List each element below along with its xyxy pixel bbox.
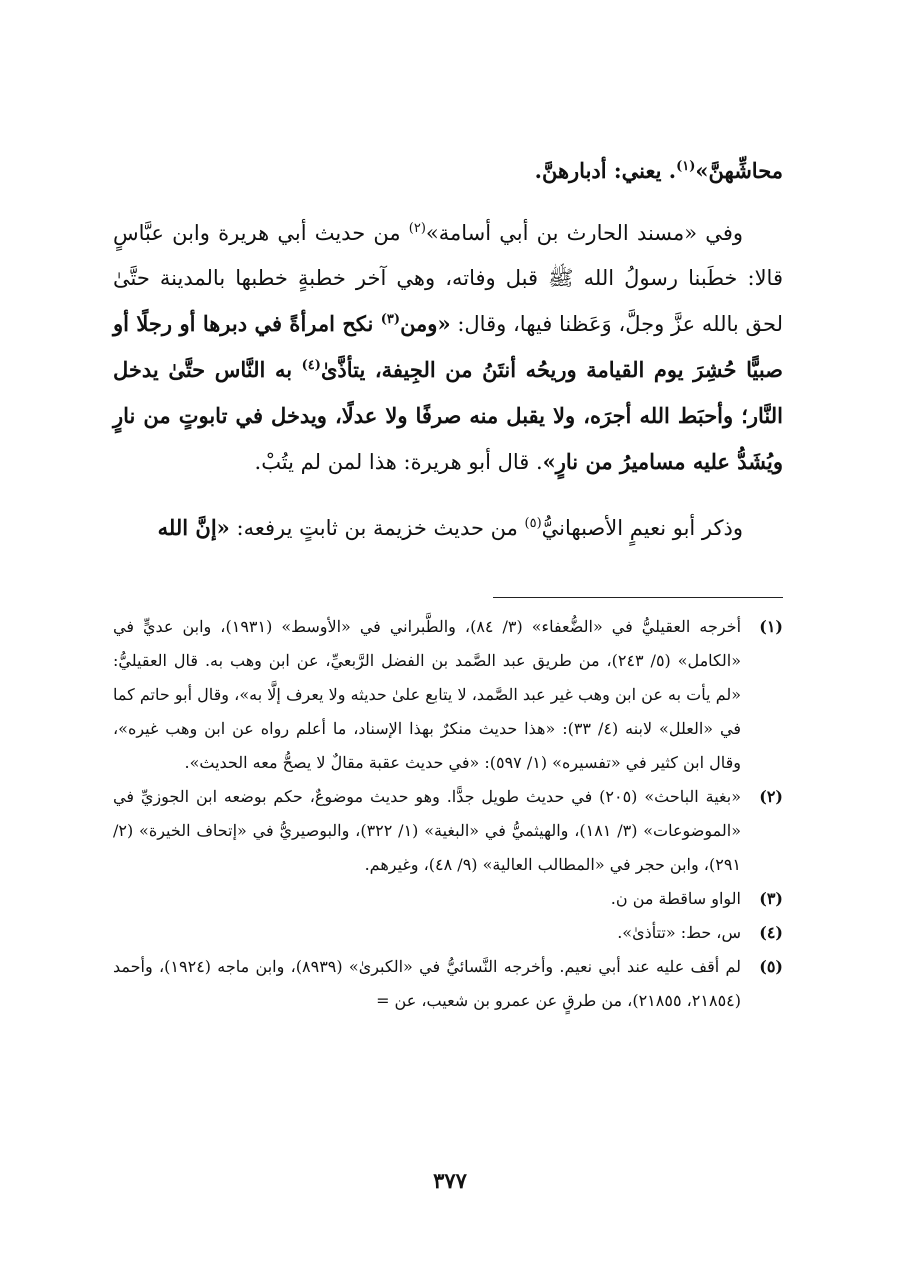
para2-text-a: وفي «مسند الحارث بن أبي أسامة»: [425, 221, 743, 245]
footnote-text: «بغية الباحث» (٢٠٥) في حديث طويل جدًّا. وهو حديث موضوعٌ، حكم بوضعه ابن الجوزيِّ في «الموضوعات» (٣/ ١٨١)، والهيثميُّ في «البغية» (١/ ٣٢٢)، والبوصيريُّ في «إتحاف الخيرة» (٢/ ٢٩١)، وابن حجر في «المطالب العالية» (٩/ ٤٨)، وغيرهم.: [113, 787, 742, 874]
footnote-number: (٣): [759, 889, 783, 908]
para3-bold: «إنَّ الله: [157, 515, 230, 540]
footnote-number: (٤): [759, 923, 783, 942]
para2-bold-1: «ومن: [400, 311, 451, 336]
footnote-3: [113, 882, 783, 916]
para2-text-c: . قال أبو هريرة: هذا لمن لم يتُبْ.: [254, 450, 543, 474]
footnote-ref-4: (٤): [301, 358, 321, 373]
footnote-text: س، حط: «تتأذىٰ».: [617, 923, 741, 942]
footnote-ref-3: (٣): [380, 312, 401, 327]
footnote-ref-1: (١): [676, 159, 696, 174]
main-text: [113, 148, 783, 551]
paragraph-abu-nuaym: [113, 505, 783, 551]
footnote-text: لم أقف عليه عند أبي نعيم. وأخرجه النَّسائيُّ في «الكبرىٰ» (٨٩٣٩)، وابن ماجه (١٩٢٤)، وأحمد (٢١٨٥٤، ٢١٨٥٥)، من طرقٍ عن عمرو بن شعيب، عن =: [113, 957, 742, 1010]
footnote-4: [113, 916, 783, 950]
footnote-ref-2: (٢): [408, 221, 426, 236]
footnote-2: [113, 780, 783, 882]
footnote-1: [113, 610, 783, 780]
footnote-number: (٢): [759, 787, 783, 806]
footnote-text: الواو ساقطة من ن.: [610, 889, 741, 908]
paragraph-hadith-khutba: [113, 211, 783, 485]
lead-text: محاشِّهنَّ»: [695, 158, 783, 183]
footnote-ref-5: (٥): [524, 516, 542, 531]
lead-line: [113, 148, 783, 193]
para3-text-b: من حديث خزيمة بن ثابتٍ يرفعه:: [229, 516, 525, 540]
footnote-divider: [493, 597, 783, 598]
footnote-5: [113, 950, 783, 1018]
footnote-number: (١): [759, 617, 783, 636]
para2-bold-3: به النَّاس حتَّىٰ يدخل النَّار؛ وأحبَط الله أجرَه، ولا يقبل منه صرفًا ولا عدلًا، ويدخل في تابوتٍ من نارٍ ويُشَدُّ عليه مساميرُ من نارٍ»: [113, 357, 783, 474]
footnote-text: أخرجه العقيليُّ في «الضُّعفاء» (٣/ ٨٤)، والطَّبراني في «الأوسط» (١٩٣١)، وابن عديٍّ في «الكامل» (٥/ ٢٤٣)، من طريق عبد الصَّمد بن الفضل الرَّبعيِّ، عن ابن وهب به. قال العقيليُّ: «لم يأت به عن ابن وهب غير عبد الصَّمد، لا يتابع علىٰ حديثه ولا يعرف إلَّا به»، وقال أبو حاتم كما في «العلل» لابنه (٤/ ٣٣): «هذا حديث منكرٌ بهذا الإسناد، ما أعلم رواه عن ابن وهب غيره»، وقال ابن كثير في «تفسيره» (١/ ٥٩٧): «في حديث عقبة مقالٌ لا يصحُّ معه الحديث».: [113, 617, 742, 772]
para2-text-b: من حديث أبي هريرة وابن عبَّاسٍ قالا: خطَبنا رسولُ الله ﷺ قبل وفاته، وهي آخر خطبةٍ خطبها بالمدينة حتَّىٰ لحق بالله عزَّ وجلَّ، وَعَظنا فيها، وقال:: [113, 221, 783, 336]
lead-tail: . يعني: أدبارهنَّ.: [534, 158, 677, 183]
page-number: ٣٧٧: [433, 1168, 467, 1193]
para3-text-a: وذكر أبو نعيمٍ الأصبهانيُّ: [541, 516, 743, 540]
footnote-number: (٥): [759, 957, 783, 976]
footnotes: [113, 610, 783, 1018]
para2-bold-2: نكح امرأةً في دبرها أو رجلًا أو صبيًّا حُشِرَ يوم القيامة وريحُه أنتَنُ من الجِيفة، يتأذَّىٰ: [113, 311, 783, 382]
